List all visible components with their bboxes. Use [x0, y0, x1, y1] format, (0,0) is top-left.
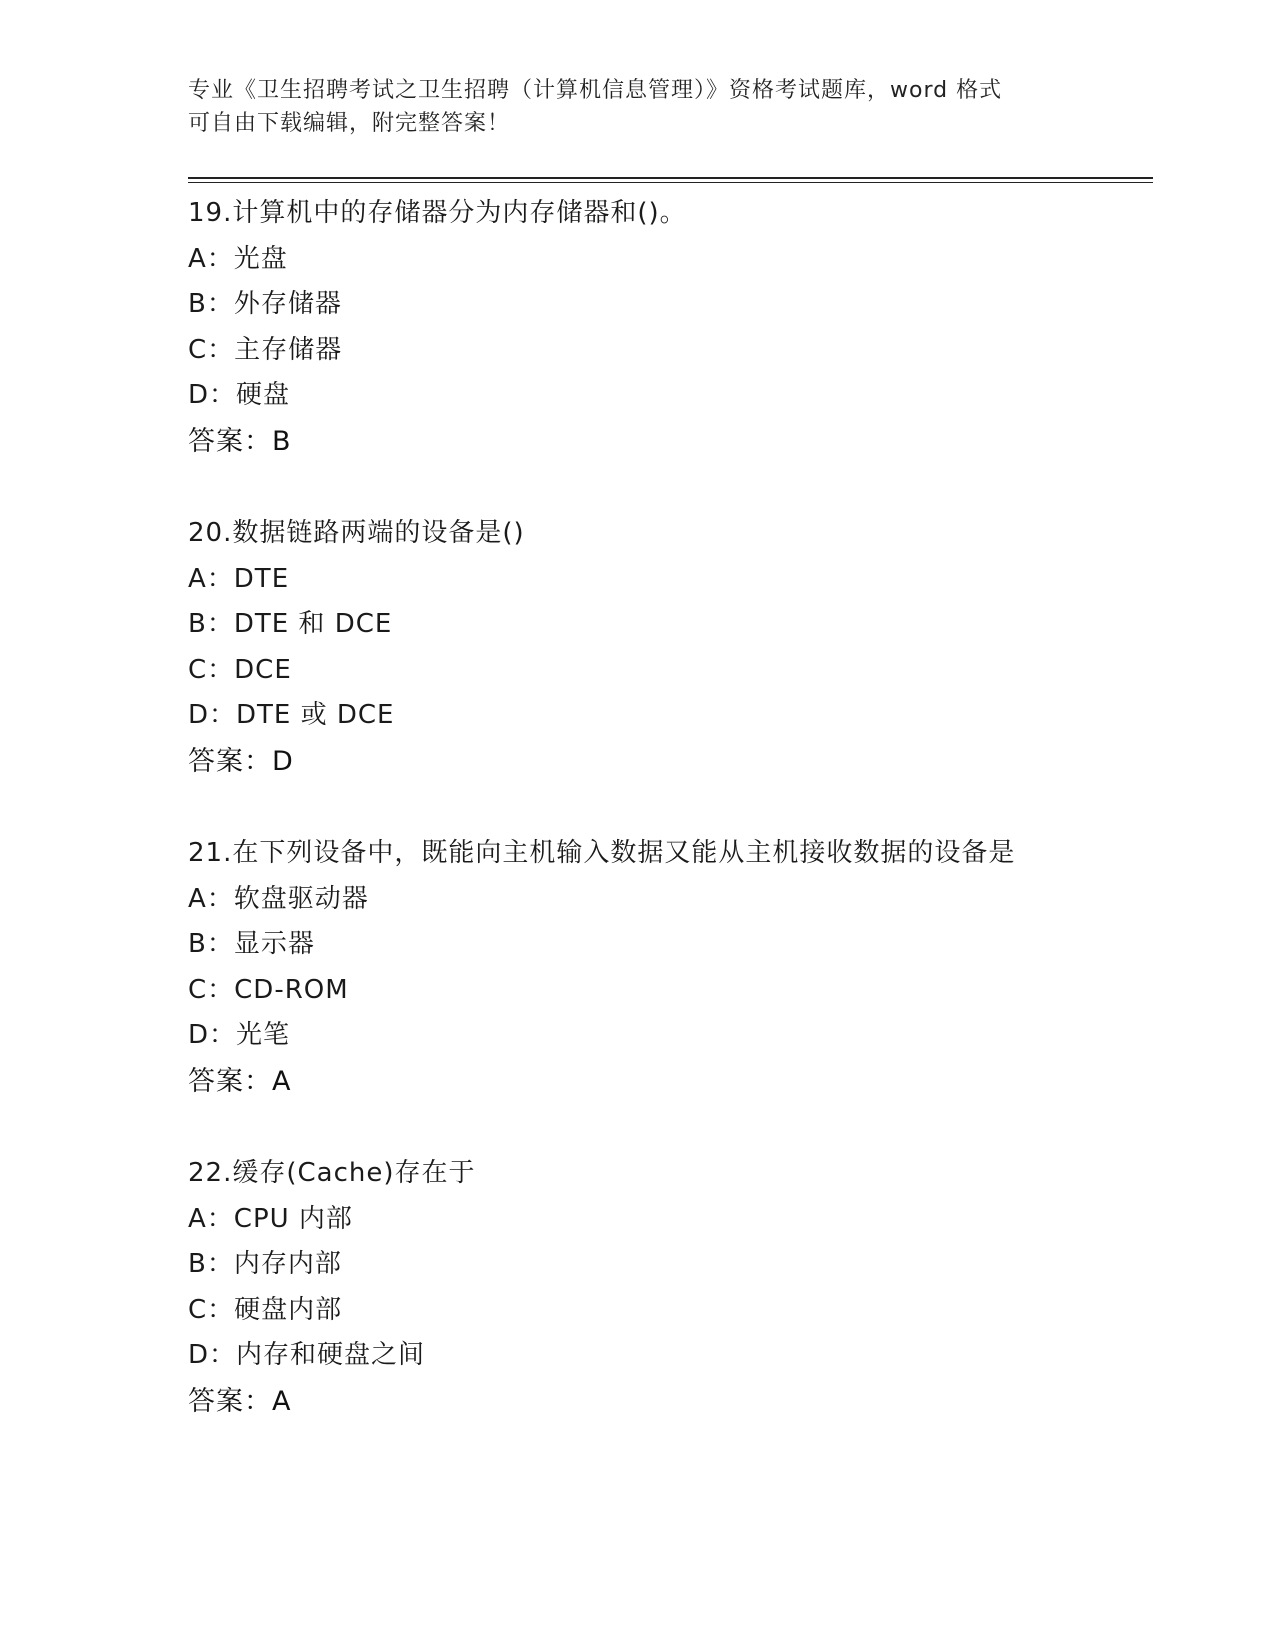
question-list	[188, 191, 1148, 1471]
header-divider-thin	[188, 182, 1153, 183]
answer-line: 答案：B	[188, 425, 292, 457]
question-stem: 21.在下列设备中，既能向主机输入数据又能从主机接收数据的设备是	[188, 838, 1016, 868]
answer-line: 答案：A	[188, 1065, 292, 1097]
option-b: B：外存储器	[188, 289, 342, 320]
option-d: D：硬盘	[188, 380, 291, 411]
question-19	[188, 191, 1148, 511]
question-21	[188, 831, 1148, 1151]
option-b: B：内存内部	[188, 1249, 342, 1280]
option-c: C：DCE	[188, 654, 292, 685]
header-line-2: 可自由下载编辑，附完整答案！	[188, 111, 511, 136]
answer-line: 答案：A	[188, 1385, 292, 1417]
document-header	[188, 74, 1088, 140]
option-b: B：DTE 和 DCE	[188, 609, 393, 640]
option-a: A：软盘驱动器	[188, 883, 369, 914]
header-divider-thick	[188, 177, 1153, 179]
question-stem: 19.计算机中的存储器分为内存储器和()。	[188, 198, 687, 228]
option-c: C：硬盘内部	[188, 1294, 343, 1325]
option-d: D：DTE 或 DCE	[188, 700, 395, 731]
option-b: B：显示器	[188, 929, 315, 960]
option-d: D：内存和硬盘之间	[188, 1340, 426, 1371]
question-22	[188, 1151, 1148, 1471]
answer-line: 答案：D	[188, 745, 294, 777]
option-a: A：CPU 内部	[188, 1203, 353, 1234]
option-c: C：主存储器	[188, 334, 343, 365]
option-d: D：光笔	[188, 1020, 291, 1051]
header-line-1: 专业《卫生招聘考试之卫生招聘（计算机信息管理）》资格考试题库，word 格式	[188, 78, 1003, 103]
question-20	[188, 511, 1148, 831]
option-c: C：CD-ROM	[188, 974, 349, 1005]
question-stem: 20.数据链路两端的设备是()	[188, 518, 525, 548]
question-stem: 22.缓存(Cache)存在于	[188, 1158, 476, 1188]
option-a: A：DTE	[188, 563, 290, 594]
option-a: A：光盘	[188, 243, 288, 274]
